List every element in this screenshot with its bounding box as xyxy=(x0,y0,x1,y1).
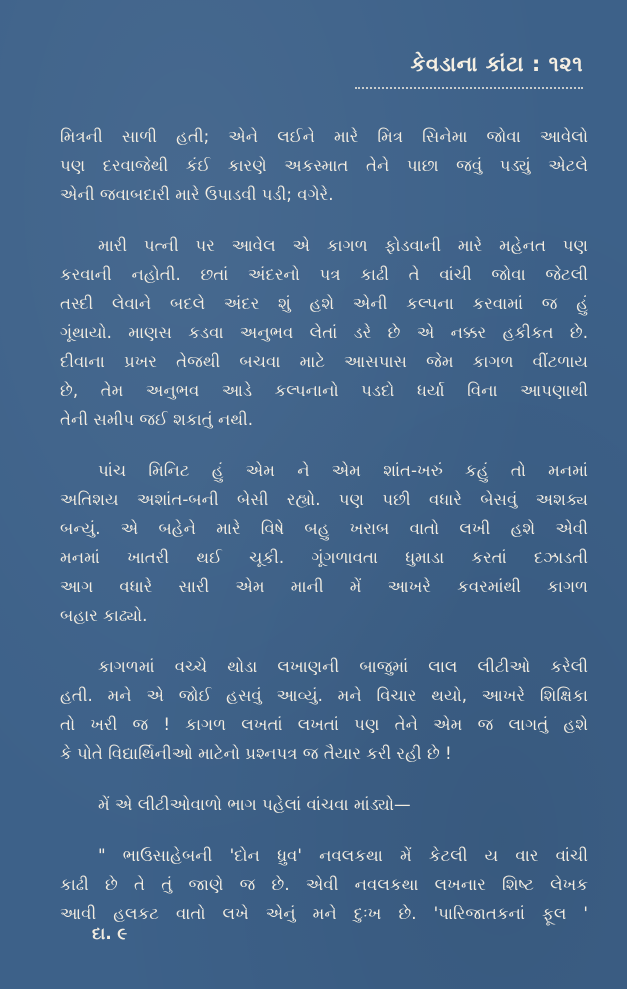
text-line: કાઢી છે તે તું જાણે જ છે. એવી નવલકથા લખનાર શિષ્ટ લેખક xyxy=(60,875,588,894)
text-line: તેની સમીપ જઈ શકાતું નથી. xyxy=(60,410,254,429)
text-line: આવી હલકટ વાતો લખે એનું મને દુઃખ છે. 'પારિજાતકનાં ફૂલ ' xyxy=(60,904,588,923)
page-body xyxy=(60,122,588,950)
text-line: તસ્દી લેવાને બદલે અંદર શું હશે એની કલ્પના કરવામાં જ હું xyxy=(60,294,588,313)
text-line: મનમાં ખાતરી થઈ ચૂકી. ગૂંગળાવતા ધુમાડા કરતાં દઝાડતી xyxy=(60,548,588,567)
text-line: બન્યું. એ બહેને મારે વિષે બહુ ખરાબ વાતો લખી હશે એવી xyxy=(60,519,588,538)
paragraph xyxy=(60,841,588,928)
text-line: ગૂંથાયો. માણસ કડવા અનુભવ લેતાં ડરે છે એ નક્કર હકીકત છે. xyxy=(60,323,588,342)
text-line: પાંચ મિનિટ હું એમ ને એમ શાંત-ખરું કહું તો મનમાં xyxy=(98,461,588,480)
running-title: કેવડાના કાંટા : ૧૨૧ xyxy=(410,52,583,76)
text-line: કે પોતે વિદ્યાર્થિનીઓ માટેનો પ્રશ્નપત્ર જ તૈયાર કરી રહી છે ! xyxy=(60,744,452,763)
text-line: કાગળમાં વચ્ચે થોડા લખાણની બાજુમાં લાલ લીટીઓ કરેલી xyxy=(98,657,588,676)
text-line: હતી. મને એ જોઈ હસવું આવ્યું. મને વિચાર થયો, આખરે શિક્ષિકા xyxy=(60,686,588,705)
text-line: મારી પત્ની પર આવેલ એ કાગળ ફોડવાની મારે મહેનત પણ xyxy=(98,236,588,255)
text-line: એની જવાબદારી મારે ઉપાડવી પડી; વગેરે. xyxy=(60,185,334,204)
text-line: છે, તેમ અનુભવ આડે કલ્પનાનો પડદો ધર્યા વિના આપણાથી xyxy=(60,381,588,400)
signature-mark: દા. ૯ xyxy=(92,924,128,943)
text-line: દીવાના પ્રખર તેજથી બચવા માટે આસપાસ જેમ કાગળ વીંટળાય xyxy=(60,352,588,371)
text-line: અતિશય અશાંત-બની બેસી રહ્યો. પણ પછી વધારે બેસવું અશક્ય xyxy=(60,490,588,509)
text-line: મેં એ લીટીઓવાળો ભાગ પહેલાં વાંચવા માંડ્યો— xyxy=(98,795,411,814)
text-line: પણ દરવાજેથી કંઈ કારણે અકસ્માત તેને પાછા જવું પડ્યું એટલે xyxy=(60,156,588,175)
text-line: બહાર કાઢ્યો. xyxy=(60,606,148,625)
text-line: આગ વધારે સારી એમ માની મેં આખરે કવરમાંથી કાગળ xyxy=(60,577,588,596)
paragraph xyxy=(60,122,588,209)
text-line: કરવાની નહોતી. છતાં અંદરનો પત્ર કાઢી તે વાંચી જોવા જેટલી xyxy=(60,265,588,284)
running-header xyxy=(355,52,583,89)
text-line: તો ખરી જ ! કાગળ લખતાં લખતાં પણ તેને એમ જ લાગતું હશે xyxy=(60,715,588,734)
paragraph xyxy=(60,652,588,768)
header-wavy-rule xyxy=(355,81,583,89)
paragraph xyxy=(60,456,588,630)
paragraph xyxy=(60,231,588,434)
text-line: " ભાઉસાહેબની 'દોન ધ્રુવ' નવલકથા મેં કેટલી ય વાર વાંચી xyxy=(98,846,588,865)
text-line: મિત્રની સાળી હતી; એને લઈને મારે મિત્ર સિનેમા જોવા આવેલો xyxy=(60,127,588,146)
paragraph xyxy=(60,790,588,819)
